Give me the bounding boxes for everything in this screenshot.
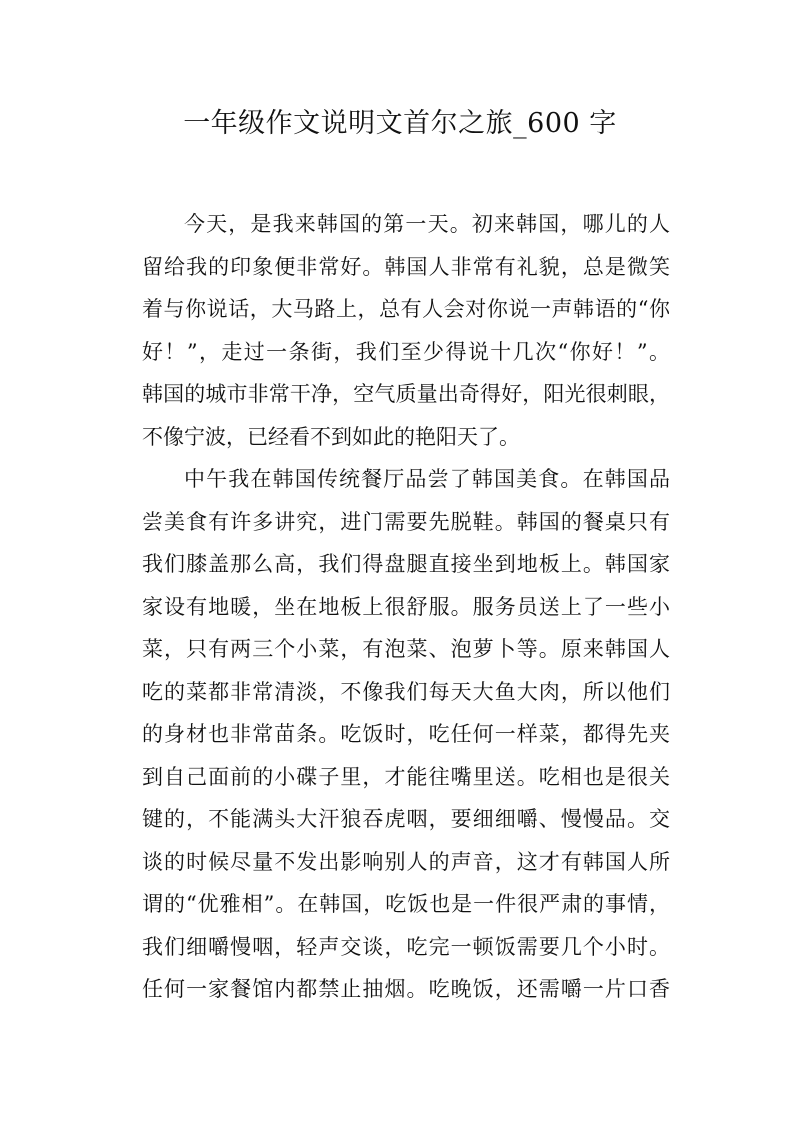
text-line: 韩国的城市非常干净，空气质量出奇得好，阳光很刺眼， [142,382,670,406]
text-line: 家设有地暖，坐在地板上很舒服。服务员送上了一些小 [142,594,670,619]
text-line: 谈的时候尽量不发出影响别人的声音，这才有韩国人所 [142,849,670,874]
text-line: 好！”，走过一条街，我们至少得说十几次“你好！”。 [142,339,670,364]
text-line: 到自己面前的小碟子里，才能往嘴里送。吃相也是很关 [142,764,670,789]
text-line: 留给我的印象便非常好。韩国人非常有礼貌，总是微笑 [142,254,670,279]
document-body [142,203,670,1011]
paragraph-2 [142,458,670,1011]
text-line: 谓的“优雅相”。在韩国，吃饭也是一件很严肃的事情， [142,892,670,916]
text-line: 着与你说话，大马路上，总有人会对你说一声韩语的“你 [142,297,670,321]
text-line: 菜，只有两三个小菜，有泡菜、泡萝卜等。原来韩国人 [142,637,670,661]
text-line: 的身材也非常苗条。吃饭时，吃任何一样菜，都得先夹 [142,722,670,746]
text-line: 不像宁波，已经看不到如此的艳阳天了。 [142,424,520,449]
text-line: 键的，不能满头大汗狼吞虎咽，要细细嚼、慢慢品。交 [142,807,670,831]
text-line: 中午我在韩国传统餐厅品尝了韩国美食。在韩国品 [184,467,670,491]
document-title: 一年级作文说明文首尔之旅_600 字 [183,108,617,139]
text-line: 我们膝盖那么高，我们得盘腿直接坐到地板上。韩国家 [142,552,670,576]
text-line: 我们细嚼慢咽，轻声交谈，吃完一顿饭需要几个小时。 [142,934,670,959]
text-line: 尝美食有许多讲究，进门需要先脱鞋。韩国的餐桌只有 [142,509,670,534]
paragraph-1 [142,203,670,458]
text-line: 吃的菜都非常清淡，不像我们每天大鱼大肉，所以他们 [142,679,670,704]
text-line: 任何一家餐馆内都禁止抽烟。吃晚饭，还需嚼一片口香 [142,977,670,1001]
text-line: 今天，是我来韩国的第一天。初来韩国，哪儿的人 [184,212,670,236]
